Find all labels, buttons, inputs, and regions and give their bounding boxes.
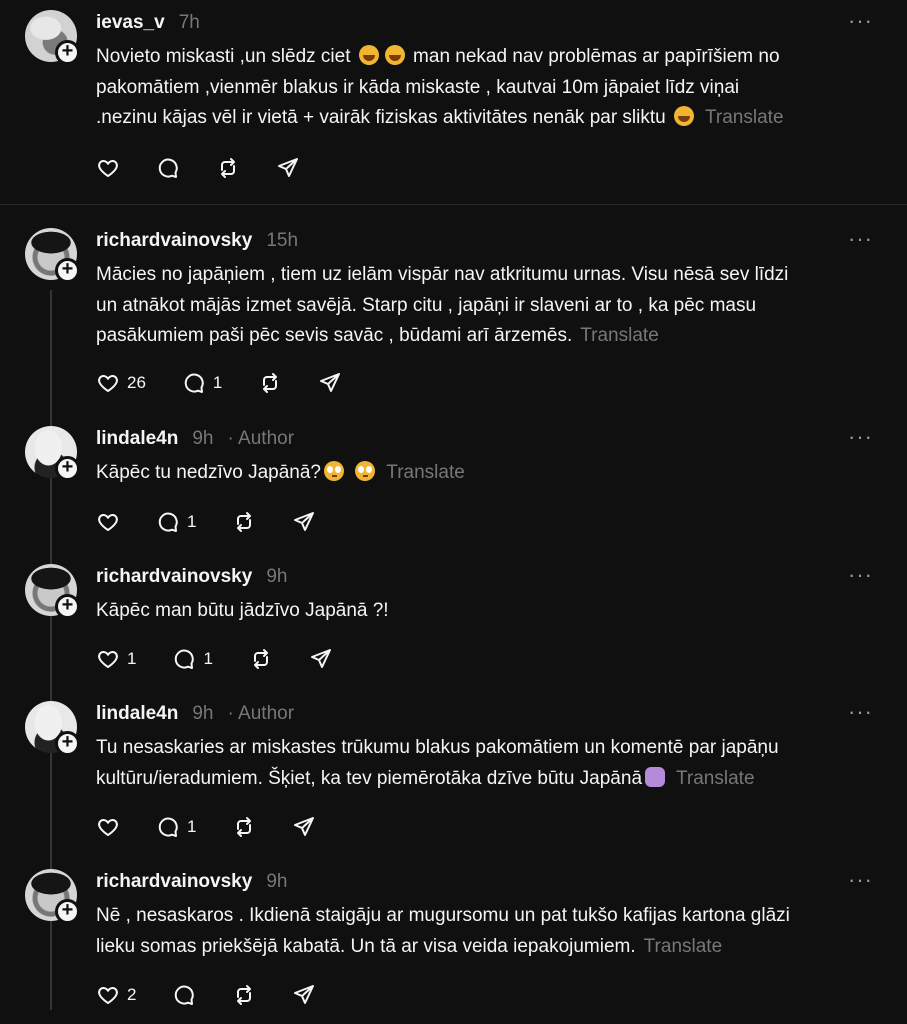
pleading-emoji	[324, 461, 344, 481]
heart-icon	[96, 156, 120, 180]
divider	[0, 204, 907, 205]
like-count: 26	[127, 373, 146, 392]
share-button[interactable]	[292, 510, 316, 534]
comment-count: 1	[187, 817, 197, 836]
post-text: Kāpēc tu nedzīvo Japānā? Translate	[96, 462, 465, 483]
send-icon	[292, 983, 316, 1007]
like-count: 2	[127, 985, 137, 1004]
avatar[interactable]	[25, 228, 77, 280]
repost-icon	[232, 815, 256, 839]
post-text: Nē , nesaskaros . Ikdienā staigāju ar mugursomu un pat tukšo kafijas kartona glāzi lieku somas priekšējā kabatā. Un tā ar visa veida iepakojumiem. Translate	[96, 905, 790, 957]
translate-link[interactable]: Translate	[580, 325, 659, 346]
comment-button[interactable]	[156, 156, 180, 180]
share-button[interactable]	[276, 156, 300, 180]
shrug-emoji	[645, 767, 665, 787]
comment-icon	[156, 815, 180, 839]
avatar[interactable]	[25, 869, 77, 921]
comment-count: 1	[187, 512, 197, 531]
more-options-icon[interactable]: ···	[848, 424, 873, 449]
repost-icon	[232, 983, 256, 1007]
username[interactable]: lindale4n	[96, 703, 179, 724]
share-button[interactable]	[309, 647, 333, 671]
username[interactable]: lindale4n	[96, 428, 179, 449]
laugh-emoji	[385, 45, 405, 65]
comment-button[interactable]	[172, 983, 196, 1007]
send-icon	[292, 815, 316, 839]
avatar[interactable]	[25, 701, 77, 753]
heart-icon	[96, 371, 120, 395]
timestamp: 9h	[192, 428, 214, 449]
repost-button[interactable]	[249, 647, 273, 671]
translate-link[interactable]: Translate	[676, 767, 755, 789]
comment-icon	[172, 647, 196, 671]
comment-icon	[172, 983, 196, 1007]
more-options-icon[interactable]: ···	[848, 867, 873, 892]
heart-icon	[96, 647, 120, 671]
comment-icon	[156, 510, 180, 534]
send-icon	[292, 510, 316, 534]
username[interactable]: richardvainovsky	[96, 566, 253, 587]
username[interactable]: richardvainovsky	[96, 230, 253, 251]
heart-icon	[96, 983, 120, 1007]
share-button[interactable]	[318, 371, 342, 395]
timestamp: 9h	[266, 871, 288, 892]
like-count: 1	[127, 649, 137, 668]
avatar[interactable]	[25, 564, 77, 616]
send-icon	[309, 647, 333, 671]
follow-plus-icon[interactable]: +	[55, 899, 80, 924]
like-button[interactable]	[96, 647, 136, 671]
follow-plus-icon[interactable]: +	[55, 40, 80, 65]
pleading-emoji	[355, 461, 375, 481]
timestamp: 9h	[192, 703, 214, 724]
repost-button[interactable]	[232, 983, 256, 1007]
post-text: Kāpēc man būtu jādzīvo Japānā ?!	[96, 600, 389, 621]
like-button[interactable]	[96, 983, 136, 1007]
follow-plus-icon[interactable]: +	[55, 456, 80, 481]
comment-button[interactable]	[156, 815, 196, 839]
comment-button[interactable]	[156, 510, 196, 534]
avatar[interactable]	[25, 10, 77, 62]
author-badge: · Author	[227, 428, 295, 449]
username[interactable]: ievas_v	[96, 12, 165, 33]
share-button[interactable]	[292, 815, 316, 839]
username[interactable]: richardvainovsky	[96, 871, 253, 892]
comment-button[interactable]	[172, 647, 212, 671]
repost-button[interactable]	[258, 371, 282, 395]
post-text: Tu nesaskaries ar miskastes trūkumu blakus pakomātiem un komentē par japāņu kultūru/ieradumiem. Šķiet, ka tev piemērotāka dzīve būtu Japānā Translate	[96, 737, 779, 789]
follow-plus-icon[interactable]: +	[55, 731, 80, 756]
repost-button[interactable]	[216, 156, 240, 180]
translate-link[interactable]: Translate	[705, 107, 784, 128]
heart-icon	[96, 815, 120, 839]
follow-plus-icon[interactable]: +	[55, 594, 80, 619]
repost-icon	[216, 156, 240, 180]
like-button[interactable]	[96, 815, 120, 839]
post-text: Novieto miskasti ,un slēdz ciet man nekad nav problēmas ar papīrīšiem no pakomātiem ,vienmēr blakus ir kāda miskaste , kautvai 10m jāpaiet līdz viņai .nezinu kājas vēl ir vietā + vairāk fiziskas aktivitātes nenāk par sliktu Translate	[96, 46, 784, 128]
comment-icon	[156, 156, 180, 180]
send-icon	[276, 156, 300, 180]
more-options-icon[interactable]: ···	[848, 8, 873, 33]
author-badge: · Author	[227, 703, 295, 724]
comment-count: 1	[203, 649, 213, 668]
heart-icon	[96, 510, 120, 534]
timestamp: 15h	[266, 230, 299, 251]
laugh-emoji	[674, 106, 694, 126]
avatar[interactable]	[25, 426, 77, 478]
translate-link[interactable]: Translate	[643, 935, 723, 957]
timestamp: 9h	[266, 566, 288, 587]
like-button[interactable]	[96, 156, 120, 180]
send-icon	[318, 371, 342, 395]
laugh-emoji	[359, 45, 379, 65]
more-options-icon[interactable]: ···	[848, 562, 873, 587]
follow-plus-icon[interactable]: +	[55, 258, 80, 283]
post-text: Mācies no japāņiem , tiem uz ielām vispār nav atkritumu urnas. Visu nēsā sev līdzi un atnākot mājās izmet savējā. Starp citu , japāņi ir slaveni ar to , ka pēc masu pasākumiem paši pēc sevis savāc , būdami arī ārzemēs. Translate	[96, 264, 789, 346]
more-options-icon[interactable]: ···	[848, 699, 873, 724]
comment-count: 1	[212, 373, 223, 392]
like-button[interactable]	[96, 371, 146, 395]
more-options-icon[interactable]: ···	[848, 226, 873, 251]
repost-button[interactable]	[232, 815, 256, 839]
share-button[interactable]	[292, 983, 316, 1007]
repost-icon	[249, 647, 273, 671]
repost-icon	[258, 371, 282, 395]
repost-icon	[232, 510, 256, 534]
timestamp: 7h	[178, 12, 200, 33]
comment-icon	[182, 371, 206, 395]
translate-link[interactable]: Translate	[386, 462, 465, 483]
comment-button[interactable]	[182, 371, 222, 395]
repost-button[interactable]	[232, 510, 256, 534]
like-button[interactable]	[96, 510, 120, 534]
